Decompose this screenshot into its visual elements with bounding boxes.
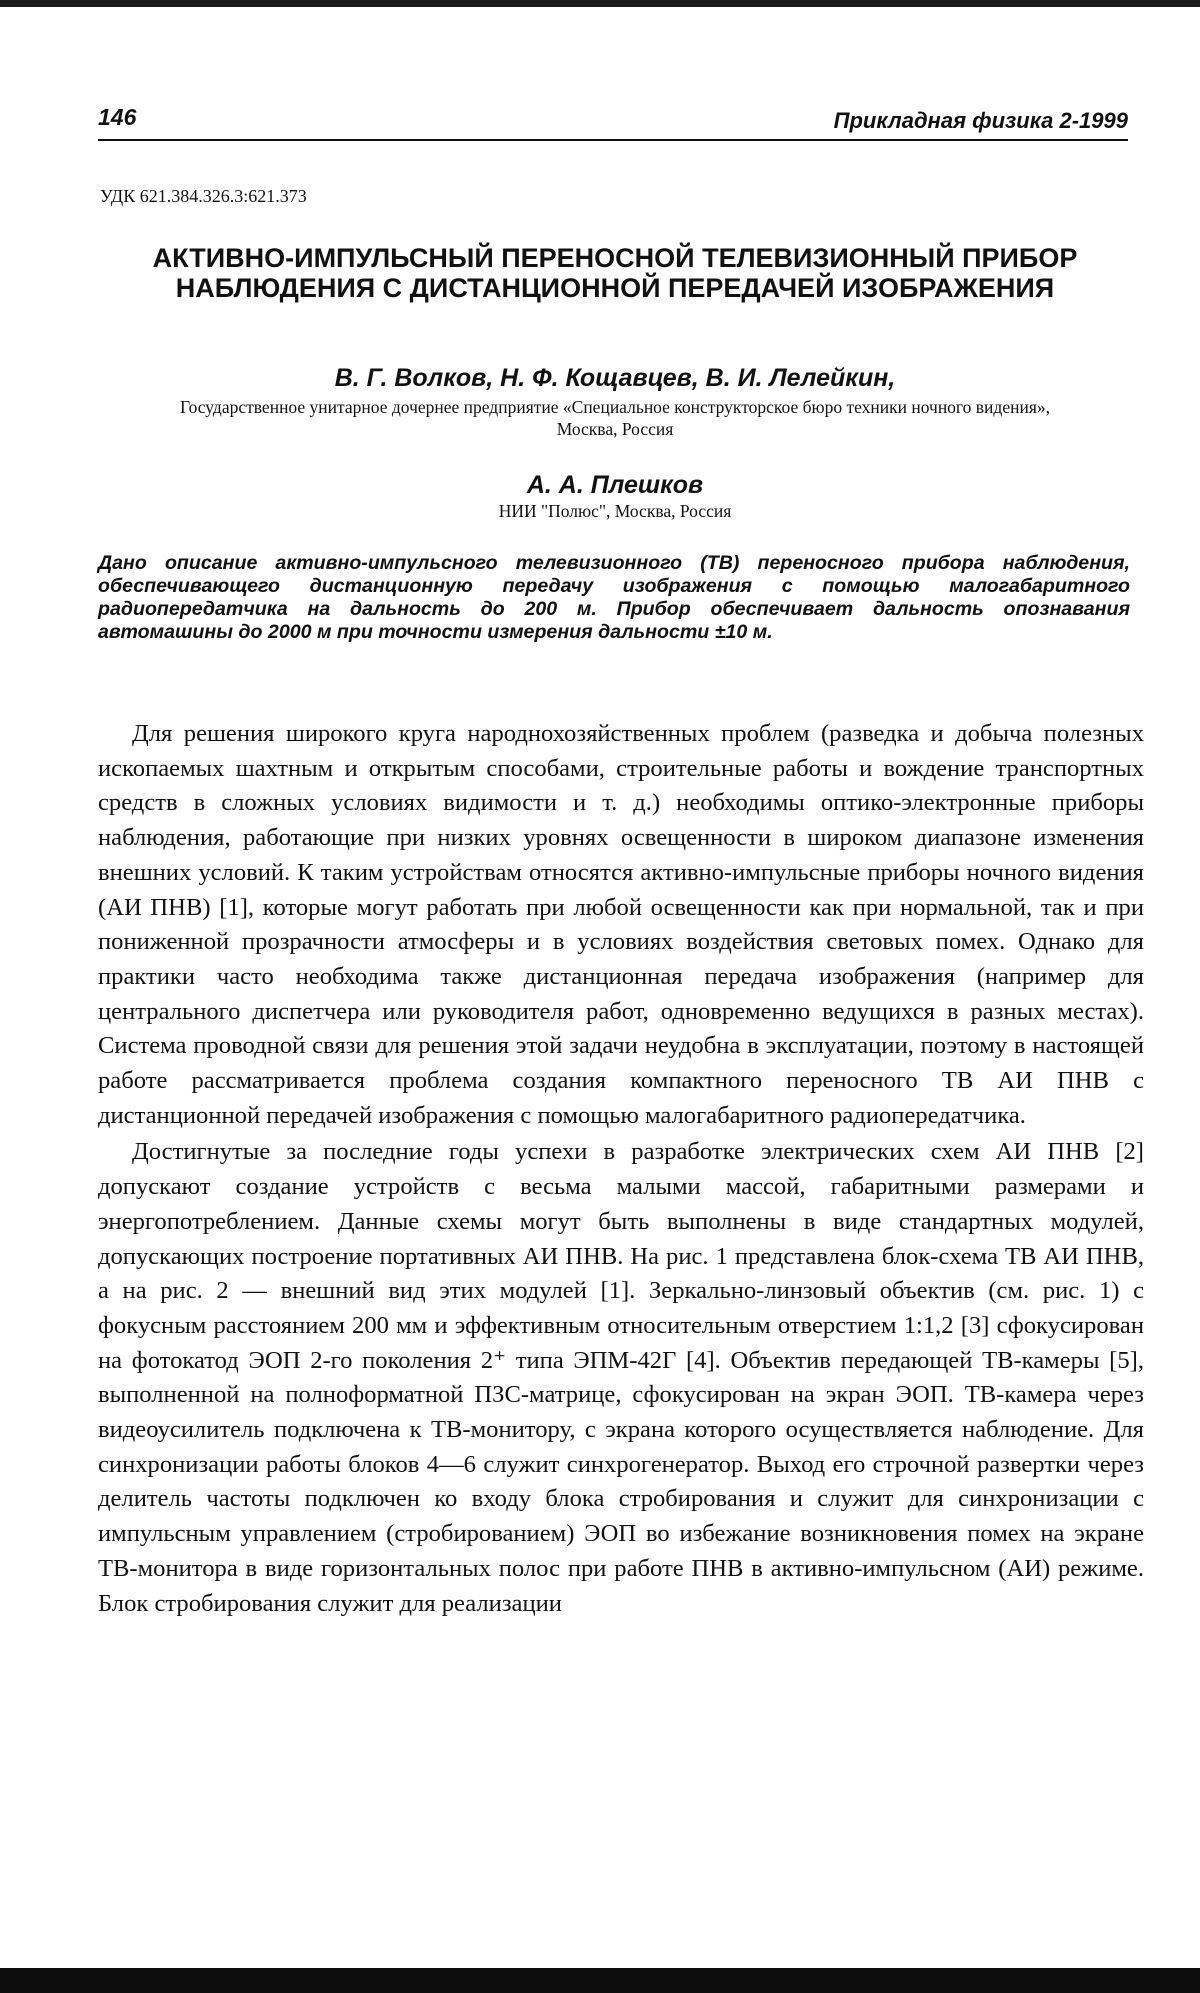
scan-edge-bottom [0, 1968, 1200, 1993]
authors-group-2: А. А. Плешков [526, 471, 704, 499]
page-number: 146 [98, 104, 137, 130]
affiliation-2: НИИ "Полюс", Москва, Россия [498, 501, 732, 521]
paragraph-1: Для решения широкого круга народнохозяйственных проблем (разведка и добыча полезных ископаемых шахтным и открытым способами, строительные работы и вождение транспортных средств в сложных условиях видимости и т. д.) необходимы оптико-электронные приборы наблюдения, работающие при низких уровнях освещенности в широком диапазоне изменения внешних условий. К таким устройствам относятся активно-импульсные приборы ночного видения (АИ ПНВ) [1], которые могут работать при любой освещенности как при нормальной, так и при пониженной прозрачности атмосферы и в условиях воздействия световых помех. Однако для практики часто необходима также дистанционная передача изображения (например для центрального диспетчера или руководителя работ, одновременно ведущихся в разных местах). Система проводной связи для решения этой задачи неудобна в эксплуатации, поэтому в настоящей работе рассматривается проблема создания компактного переносного ТВ АИ ПНВ с дистанционной передачей изображения с помощью малогабаритного радиопередатчика. [98, 720, 1144, 1129]
scan-edge-top [0, 0, 1200, 7]
body-text [98, 717, 1144, 1623]
paragraph-2: Достигнутые за последние годы успехи в разработке электрических схем АИ ПНВ [2] допускают создание устройств с весьма малыми массой, габаритными размерами и энергопотреблением. Данные схемы могут быть выполнены в виде стандартных модулей, допускающих построение портативных АИ ПНВ. На рис. 1 представлена блок-схема ТВ АИ ПНВ, а на рис. 2 — внешний вид этих модулей [1]. Зеркально-линзовый объектив (см. рис. 1) с фокусным расстоянием 200 мм и эффективным относительным отверстием 1:1,2 [3] сфокусирован на фотокатод ЭОП 2-го поколения 2⁺ типа ЭПМ-42Г [4]. Объектив передающей ТВ-камеры [5], выполненной на полноформатной ПЗС-матрице, сфокусирован на экран ЭОП. ТВ-камера через видеоусилитель подключена к ТВ-монитору, с экрана которого осуществляется наблюдение. Для синхронизации работы блоков 4—6 служит синхрогенератор. Выход его строчной развертки через делитель частоты подключен ко входу блока стробирования и служит для синхронизации с импульсным управлением (стробированием) ЭОП во избежание возникновения помех на экране ТВ-монитора в виде горизонтальных полос при работе ПНВ в активно-импульсном (АИ) режиме. Блок стробирования служит для реализации [98, 1138, 1144, 1617]
authors-group-1: В. Г. Волков, Н. Ф. Кощавцев, В. И. Лелейкин, [334, 364, 896, 392]
header-rule [98, 139, 1128, 141]
affiliation-1: Государственное унитарное дочернее предприятие «Специальное конструкторское бюро техники ночного видения», Москва, Россия [179, 397, 1051, 439]
article-title: АКТИВНО-ИМПУЛЬСНЫЙ ПЕРЕНОСНОЙ ТЕЛЕВИЗИОННЫЙ ПРИБОР НАБЛЮДЕНИЯ С ДИСТАНЦИОННОЙ ПЕРЕДАЧЕЙ ИЗОБРАЖЕНИЯ [152, 243, 1078, 303]
udk-code: УДК 621.384.326.3:621.373 [100, 186, 307, 206]
journal-title: Прикладная физика 2-1999 [833, 108, 1128, 133]
abstract: Дано описание активно-импульсного телевизионного (ТВ) переносного прибора наблюдения, обеспечивающего дистанционную передачу изображения с помощью малогабаритного радиопередатчика на дальность до 200 м. Прибор обеспечивает дальность опознавания автомашины до 2000 м при точности измерения дальности ±10 м. [98, 552, 1130, 643]
